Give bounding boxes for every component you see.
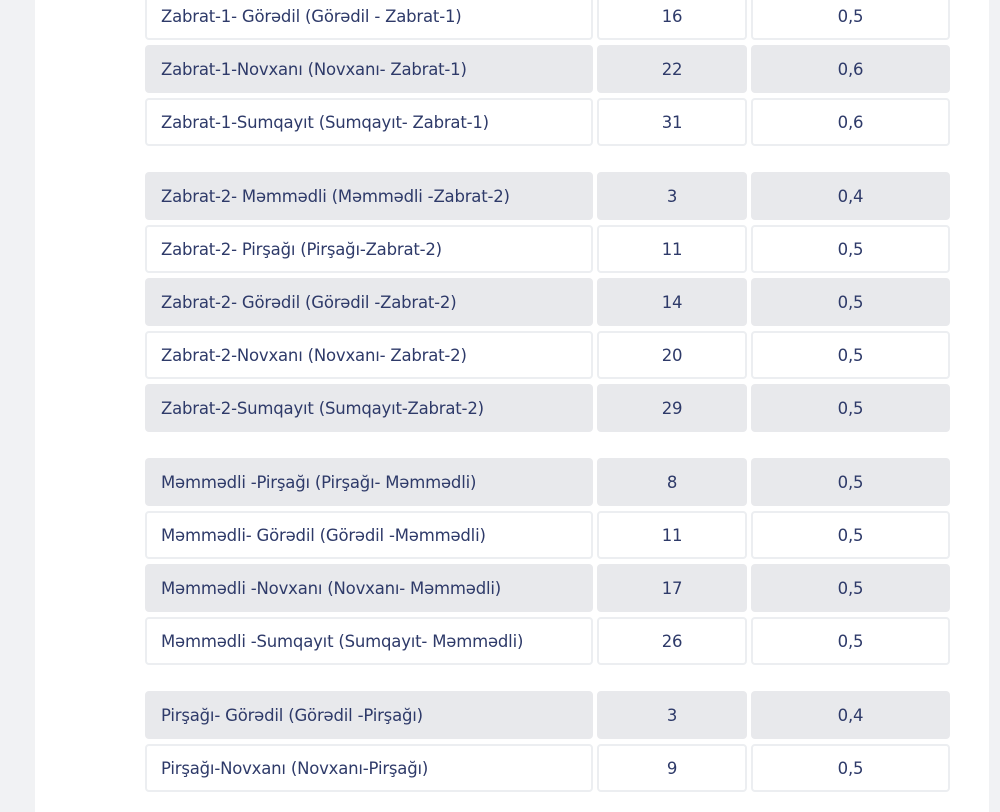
table-row bbox=[145, 0, 950, 40]
price-cell: 0,4 bbox=[751, 691, 950, 739]
table-row bbox=[145, 278, 950, 326]
price-cell: 0,5 bbox=[751, 564, 950, 612]
price-cell: 0,5 bbox=[751, 744, 950, 792]
table-row bbox=[145, 98, 950, 146]
distance-cell: 8 bbox=[597, 458, 747, 506]
fare-table bbox=[145, 0, 950, 797]
route-cell: Məmmədli- Görədil (Görədil -Məmmədli) bbox=[145, 511, 593, 559]
price-cell: 0,5 bbox=[751, 617, 950, 665]
table-row bbox=[145, 458, 950, 506]
table-row bbox=[145, 45, 950, 93]
route-cell: Pirşağı- Görədil (Görədil -Pirşağı) bbox=[145, 691, 593, 739]
price-cell: 0,4 bbox=[751, 172, 950, 220]
route-cell: Pirşağı-Novxanı (Novxanı-Pirşağı) bbox=[145, 744, 593, 792]
route-cell: Zabrat-2- Məmmədli (Məmmədli -Zabrat-2) bbox=[145, 172, 593, 220]
distance-cell: 17 bbox=[597, 564, 747, 612]
table-row bbox=[145, 384, 950, 432]
route-cell: Zabrat-2-Sumqayıt (Sumqayıt-Zabrat-2) bbox=[145, 384, 593, 432]
route-cell: Məmmədli -Novxanı (Novxanı- Məmmədli) bbox=[145, 564, 593, 612]
distance-cell: 9 bbox=[597, 744, 747, 792]
route-cell: Məmmədli -Sumqayıt (Sumqayıt- Məmmədli) bbox=[145, 617, 593, 665]
route-cell: Zabrat-1- Görədil (Görədil - Zabrat-1) bbox=[145, 0, 593, 40]
price-cell: 0,5 bbox=[751, 278, 950, 326]
route-cell: Zabrat-2- Pirşağı (Pirşağı-Zabrat-2) bbox=[145, 225, 593, 273]
distance-cell: 11 bbox=[597, 511, 747, 559]
table-row bbox=[145, 691, 950, 739]
price-cell: 0,6 bbox=[751, 98, 950, 146]
distance-cell: 16 bbox=[597, 0, 747, 40]
table-row bbox=[145, 225, 950, 273]
route-cell: Zabrat-2-Novxanı (Novxanı- Zabrat-2) bbox=[145, 331, 593, 379]
price-cell: 0,5 bbox=[751, 458, 950, 506]
price-cell: 0,5 bbox=[751, 225, 950, 273]
distance-cell: 22 bbox=[597, 45, 747, 93]
distance-cell: 20 bbox=[597, 331, 747, 379]
distance-cell: 31 bbox=[597, 98, 747, 146]
table-row bbox=[145, 331, 950, 379]
table-row bbox=[145, 564, 950, 612]
price-cell: 0,5 bbox=[751, 511, 950, 559]
table-row bbox=[145, 511, 950, 559]
page-content bbox=[35, 0, 989, 812]
table-row bbox=[145, 617, 950, 665]
distance-cell: 3 bbox=[597, 691, 747, 739]
price-cell: 0,6 bbox=[751, 45, 950, 93]
distance-cell: 29 bbox=[597, 384, 747, 432]
table-row bbox=[145, 744, 950, 792]
route-cell: Məmmədli -Pirşağı (Pirşağı- Məmmədli) bbox=[145, 458, 593, 506]
price-cell: 0,5 bbox=[751, 384, 950, 432]
route-cell: Zabrat-1-Sumqayıt (Sumqayıt- Zabrat-1) bbox=[145, 98, 593, 146]
table-row bbox=[145, 172, 950, 220]
price-cell: 0,5 bbox=[751, 331, 950, 379]
distance-cell: 11 bbox=[597, 225, 747, 273]
distance-cell: 3 bbox=[597, 172, 747, 220]
price-cell: 0,5 bbox=[751, 0, 950, 40]
distance-cell: 14 bbox=[597, 278, 747, 326]
route-cell: Zabrat-2- Görədil (Görədil -Zabrat-2) bbox=[145, 278, 593, 326]
distance-cell: 26 bbox=[597, 617, 747, 665]
route-cell: Zabrat-1-Novxanı (Novxanı- Zabrat-1) bbox=[145, 45, 593, 93]
